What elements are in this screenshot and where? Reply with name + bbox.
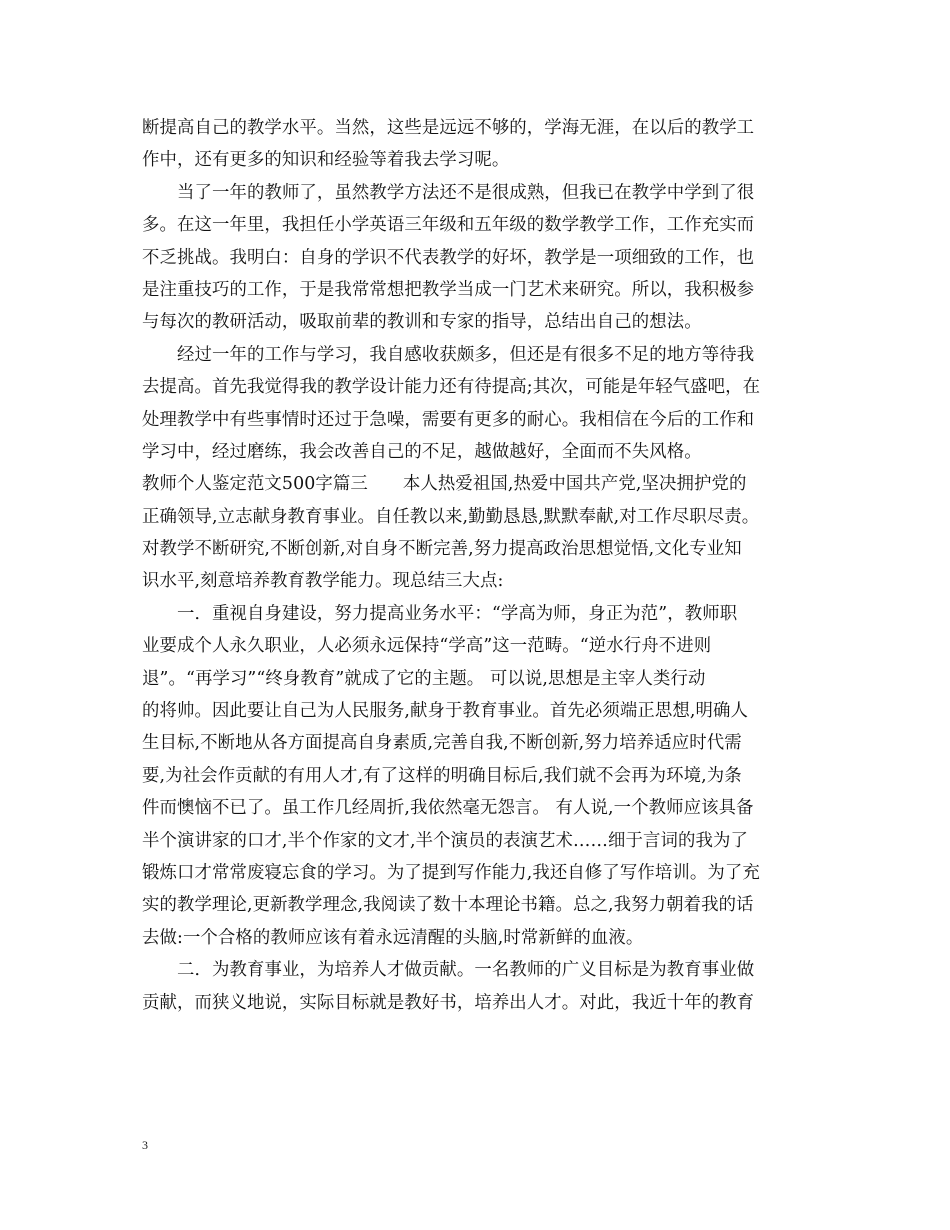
text-line: 去做:一个合格的教师应该有着永远清醒的头脑,时常新鲜的血液。	[142, 927, 644, 948]
text-line: 多。在这一年里，我担任小学英语三年级和五年级的数学教学工作，工作充实而	[142, 215, 755, 236]
text-line: 正确领导,立志献身教育事业。自任教以来,勤勤恳恳,默默奉献,对工作尽职尽责。	[142, 506, 760, 527]
section-heading-line: 教师个人鉴定范文500字篇三 本人热爱祖国,热爱中国共产党,坚决拥护党的	[142, 474, 747, 495]
text-line: 对教学不断研究,不断创新,对自身不断完善,努力提高政治思想觉悟,文化专业知	[142, 539, 742, 560]
text-line: 断提高自己的教学水平。当然，这些是远远不够的，学海无涯，在以后的教学工	[142, 118, 755, 138]
paragraph-start-line: 经过一年的工作与学习，我自感收获颇多，但还是有很多不足的地方等待我	[177, 344, 755, 365]
text-line: 的将帅。因此要让自己为人民服务,献身于教育事业。首先必须端正思想,明确人	[142, 701, 748, 722]
page-number: 3	[142, 1138, 148, 1152]
text-line: 实的教学理论,更新教学理念,我阅读了数十本理论书籍。总之,我努力朝着我的话	[142, 895, 754, 916]
text-line: 作中，还有更多的知识和经验等着我去学习呢。	[142, 150, 510, 171]
text-line: 要,为社会作贡献的有用人才,有了这样的明确目标后,我们就不会再为环境,为条	[142, 765, 742, 786]
text-line: 与每次的教研活动，吸取前辈的教训和专家的指导，总结出自己的想法。	[142, 312, 702, 333]
text-line: 生目标,不断地从各方面提高自身素质,完善自我,不断创新,努力培养适应时代需	[142, 733, 742, 754]
text-line: 学习中，经过磨练，我会改善自己的不足，越做越好，全面而不失风格。	[142, 441, 702, 462]
text-line: 退”。“再学习”“终身教育”就成了它的主题。 可以说,思想是主宰人类行动	[142, 668, 706, 689]
text-line: 贡献，而狭义地说，实际目标就是教好书，培养出人才。对此，我近十年的教育	[142, 992, 755, 1013]
paragraph-start-line: 二．为教育事业，为培养人才做贡献。一名教师的广义目标是为教育事业做	[177, 960, 755, 981]
document-body	[142, 112, 810, 1019]
paragraph-start-line: 当了一年的教师了，虽然教学方法还不是很成熟，但我已在教学中学到了很	[177, 182, 755, 203]
text-line: 锻炼口才常常废寝忘食的学习。为了提到写作能力,我还自修了写作培训。为了充	[142, 862, 760, 883]
text-line: 识水平,刻意培养教育教学能力。现总结三大点:	[142, 571, 504, 592]
text-line: 不乏挑战。我明白：自身的学识不代表教学的好坏，教学是一项细致的工作，也	[142, 247, 755, 268]
text-line: 处理教学中有些事情时还过于急噪，需要有更多的耐心。我相信在今后的工作和	[142, 409, 755, 430]
text-line: 业要成个人永久职业，人必须永远保持“学高”这一范畴。“逆水行舟不进则	[142, 636, 712, 657]
text-line: 半个演讲家的口才,半个作家的文才,半个演员的表演艺术……细于言词的我为了	[142, 830, 748, 851]
text-line: 去提高。首先我觉得我的教学设计能力还有待提高;其次，可能是年轻气盛吧，在	[142, 377, 761, 398]
paragraph-start-line: 一．重视自身建设，努力提高业务水平：“学高为师，身正为范”，教师职	[177, 603, 738, 624]
text-line: 件而懊恼不已了。虽工作几经周折,我依然毫无怨言。 有人说,一个教师应该具备	[142, 798, 754, 819]
text-line: 是注重技巧的工作，于是我常常想把教学当成一门艺术来研究。所以，我积极参	[142, 279, 755, 300]
